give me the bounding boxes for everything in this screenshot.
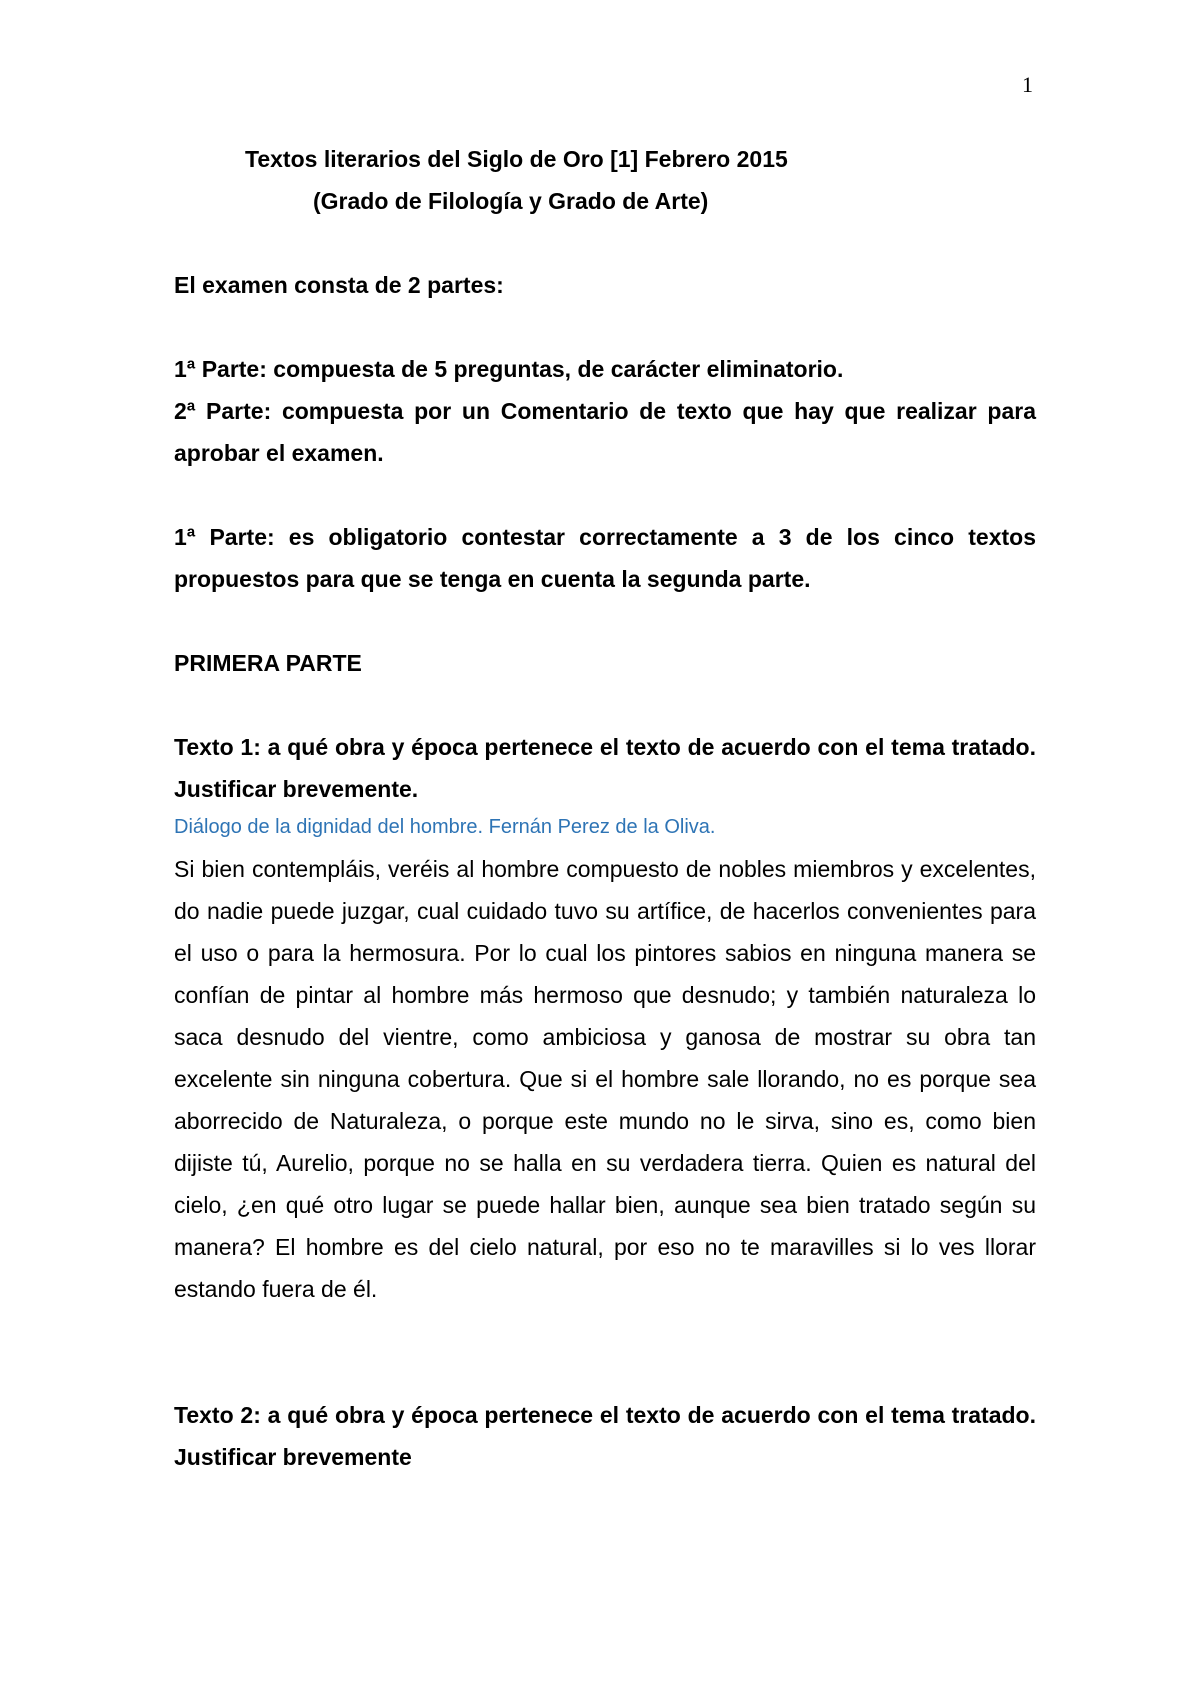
page-number: 1 [1022,72,1033,97]
text-1-body: Si bien contempláis, veréis al hombre compuesto de nobles miembros y excelentes, do nadie puede juzgar, cual cuidado tuvo su artífice, de hacerlos convenientes para el uso o para la hermosura. Por lo cual los pintores sabios en ninguna manera se confían de pintar al hombre más hermoso que desnudo; y también naturaleza lo saca desnudo del vientre, como ambiciosa y ganosa de mostrar su obra tan excelente sin ninguna cobertura. Que si el hombre sale llorando, no es porque sea aborrecido de Naturaleza, o porque este mundo no le sirva, sino es, como bien dijiste tú, Aurelio, porque no se halla en su verdadera tierra. Quien es natural del cielo, ¿en qué otro lugar se puede hallar bien, aunque sea bien tratado según su manera? El hombre es del cielo natural, por eso no te maravilles si lo ves llorar estando fuera de él. [174,856,1036,1302]
page-content [174,138,1036,1478]
exam-title: Textos literarios del Siglo de Oro [1] Febrero 2015 [245,146,788,172]
part-1-description: 1ª Parte: compuesta de 5 preguntas, de carácter eliminatorio. [174,356,844,382]
text-2-question: Texto 2: a qué obra y época pertenece el texto de acuerdo con el tema tratado. Justificar brevemente [174,1402,1036,1470]
part-2-description: 2ª Parte: compuesta por un Comentario de texto que hay que realizar para aprobar el examen. [174,398,1036,466]
exam-subtitle: (Grado de Filología y Grado de Arte) [313,188,709,214]
exam-parts-heading: El examen consta de 2 partes: [174,272,504,298]
part-1-rule: 1ª Parte: es obligatorio contestar correctamente a 3 de los cinco textos propuestos para que se tenga en cuenta la segunda parte. [174,524,1036,592]
text-1-question: Texto 1: a qué obra y época pertenece el texto de acuerdo con el tema tratado. Justificar brevemente. [174,734,1036,802]
section-title: PRIMERA PARTE [174,650,362,676]
text-1-source: Diálogo de la dignidad del hombre. Fernán Perez de la Oliva. [174,816,716,838]
